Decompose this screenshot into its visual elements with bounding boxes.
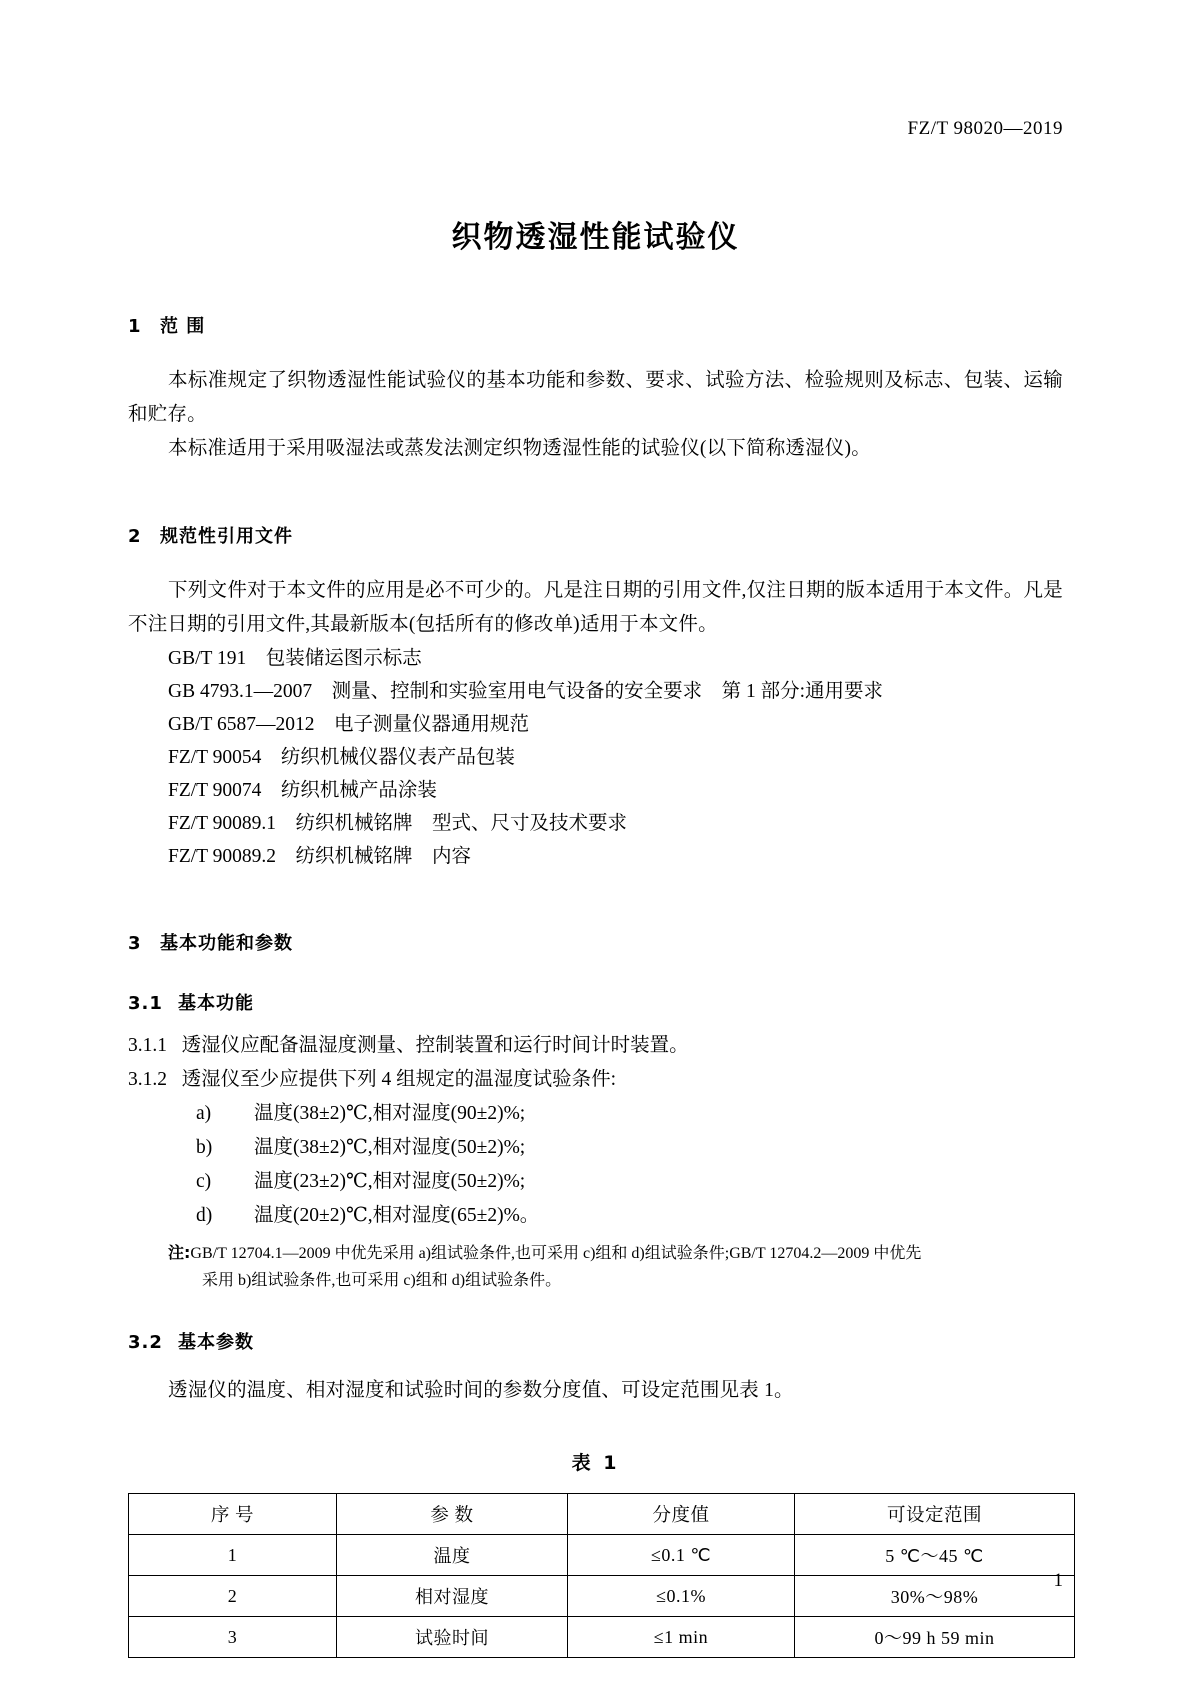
section1-paragraph-1: 本标准规定了织物透湿性能试验仪的基本功能和参数、要求、试验方法、检验规则及标志、包装、运输和贮存。 <box>128 370 1063 425</box>
normative-reference: FZ/T 90089.1 纺织机械铭牌 型式、尺寸及技术要求 <box>168 813 627 834</box>
clause-3-1-2-number: 3.1.2 <box>128 1069 167 1090</box>
table-row <box>129 1617 1075 1658</box>
list-text: 温度(38±2)℃,相对湿度(90±2)%; <box>254 1103 526 1124</box>
table-cell: 2 <box>129 1576 337 1617</box>
table-cell: 试验时间 <box>337 1617 568 1658</box>
section-number-3-2: 3.2 <box>128 1332 163 1353</box>
section-title-1: 范 围 <box>160 316 206 337</box>
note-text-line1: GB/T 12704.1—2009 中优先采用 a)组试验条件,也可采用 c)组和 d)组试验条件;GB/T 12704.2—2009 中优先 <box>190 1245 922 1262</box>
column-header: 可设定范围 <box>795 1494 1075 1535</box>
normative-reference: FZ/T 90089.2 纺织机械铭牌 内容 <box>168 846 471 867</box>
list-text: 温度(23±2)℃,相对湿度(50±2)%; <box>254 1171 526 1192</box>
normative-reference: FZ/T 90074 纺织机械产品涂装 <box>168 780 437 801</box>
list-marker: a) <box>196 1103 212 1124</box>
list-marker: b) <box>196 1137 213 1158</box>
normative-reference: GB/T 6587—2012 电子测量仪器通用规范 <box>168 714 529 735</box>
column-header: 参 数 <box>337 1494 568 1535</box>
column-header: 分度值 <box>568 1494 795 1535</box>
table-cell: 30%～98% <box>795 1576 1075 1617</box>
note-label: 注: <box>168 1243 191 1262</box>
section-title-3: 基本功能和参数 <box>160 933 293 954</box>
table-cell: 5 ℃～45 ℃ <box>795 1535 1075 1576</box>
section3-2-paragraph: 透湿仪的温度、相对湿度和试验时间的参数分度值、可设定范围见表 1。 <box>168 1380 794 1401</box>
section-title-3-1: 基本功能 <box>178 993 254 1014</box>
section1-paragraph-2: 本标准适用于采用吸湿法或蒸发法测定织物透湿性能的试验仪(以下简称透湿仪)。 <box>168 438 871 459</box>
page-number: 1 <box>1053 1570 1063 1591</box>
clause-3-1-2 <box>128 1063 1063 1097</box>
table-header-row <box>129 1494 1075 1535</box>
section-heading-1 <box>128 312 1063 338</box>
list-item <box>128 1097 1063 1131</box>
section-heading-3 <box>128 929 1063 955</box>
table-cell: 1 <box>129 1535 337 1576</box>
parameters-table <box>128 1493 1075 1658</box>
list-item <box>128 1131 1063 1165</box>
table-cell: ≤0.1% <box>568 1576 795 1617</box>
list-marker: c) <box>196 1171 212 1192</box>
clause-3-1-2-text: 透湿仪至少应提供下列 4 组规定的温湿度试验条件: <box>181 1069 617 1090</box>
table-cell: 3 <box>129 1617 337 1658</box>
section2-paragraph-1: 下列文件对于本文件的应用是必不可少的。凡是注日期的引用文件,仅注日期的版本适用于本文件。凡是不注日期的引用文件,其最新版本(包括所有的修改单)适用于本文件。 <box>128 580 1063 635</box>
section-heading-3-2 <box>128 1328 1063 1354</box>
table-cell: 0～99 h 59 min <box>795 1617 1075 1658</box>
note-block <box>128 1239 1063 1294</box>
section-title-3-2: 基本参数 <box>178 1332 254 1353</box>
normative-reference: FZ/T 90054 纺织机械仪器仪表产品包装 <box>168 747 515 768</box>
table-row <box>129 1576 1075 1617</box>
list-text: 温度(38±2)℃,相对湿度(50±2)%; <box>254 1137 526 1158</box>
section-heading-3-1 <box>128 989 1063 1015</box>
table-cell: ≤1 min <box>568 1617 795 1658</box>
section-heading-2 <box>128 522 1063 548</box>
normative-reference: GB 4793.1—2007 测量、控制和实验室用电气设备的安全要求 第 1 部分:通用要求 <box>168 681 884 702</box>
list-item <box>128 1199 1063 1233</box>
list-item <box>128 1165 1063 1199</box>
table-row <box>129 1535 1075 1576</box>
clause-3-1-1-number: 3.1.1 <box>128 1035 167 1056</box>
section-title-2: 规范性引用文件 <box>160 526 293 547</box>
list-text: 温度(20±2)℃,相对湿度(65±2)%。 <box>254 1205 540 1226</box>
table-cell: 温度 <box>337 1535 568 1576</box>
table-cell: 相对湿度 <box>337 1576 568 1617</box>
list-marker: d) <box>196 1205 213 1226</box>
section-number-3-1: 3.1 <box>128 993 163 1014</box>
document-title: 织物透湿性能试验仪 <box>451 220 740 255</box>
clause-3-1-1-text: 透湿仪应配备温湿度测量、控制装置和运行时间计时装置。 <box>181 1035 689 1056</box>
note-text-line2: 采用 b)组试验条件,也可采用 c)组和 d)组试验条件。 <box>202 1272 562 1289</box>
section-number-3: 3 <box>128 933 142 954</box>
page-header <box>128 0 1063 140</box>
table-caption: 表 1 <box>571 1452 620 1474</box>
normative-reference: GB/T 191 包装储运图示标志 <box>168 648 422 669</box>
table-cell: ≤0.1 ℃ <box>568 1535 795 1576</box>
standard-number: FZ/T 98020—2019 <box>907 118 1063 139</box>
column-header: 序 号 <box>129 1494 337 1535</box>
section-number-1: 1 <box>128 316 142 337</box>
section-number-2: 2 <box>128 526 142 547</box>
clause-3-1-1 <box>128 1029 1063 1063</box>
